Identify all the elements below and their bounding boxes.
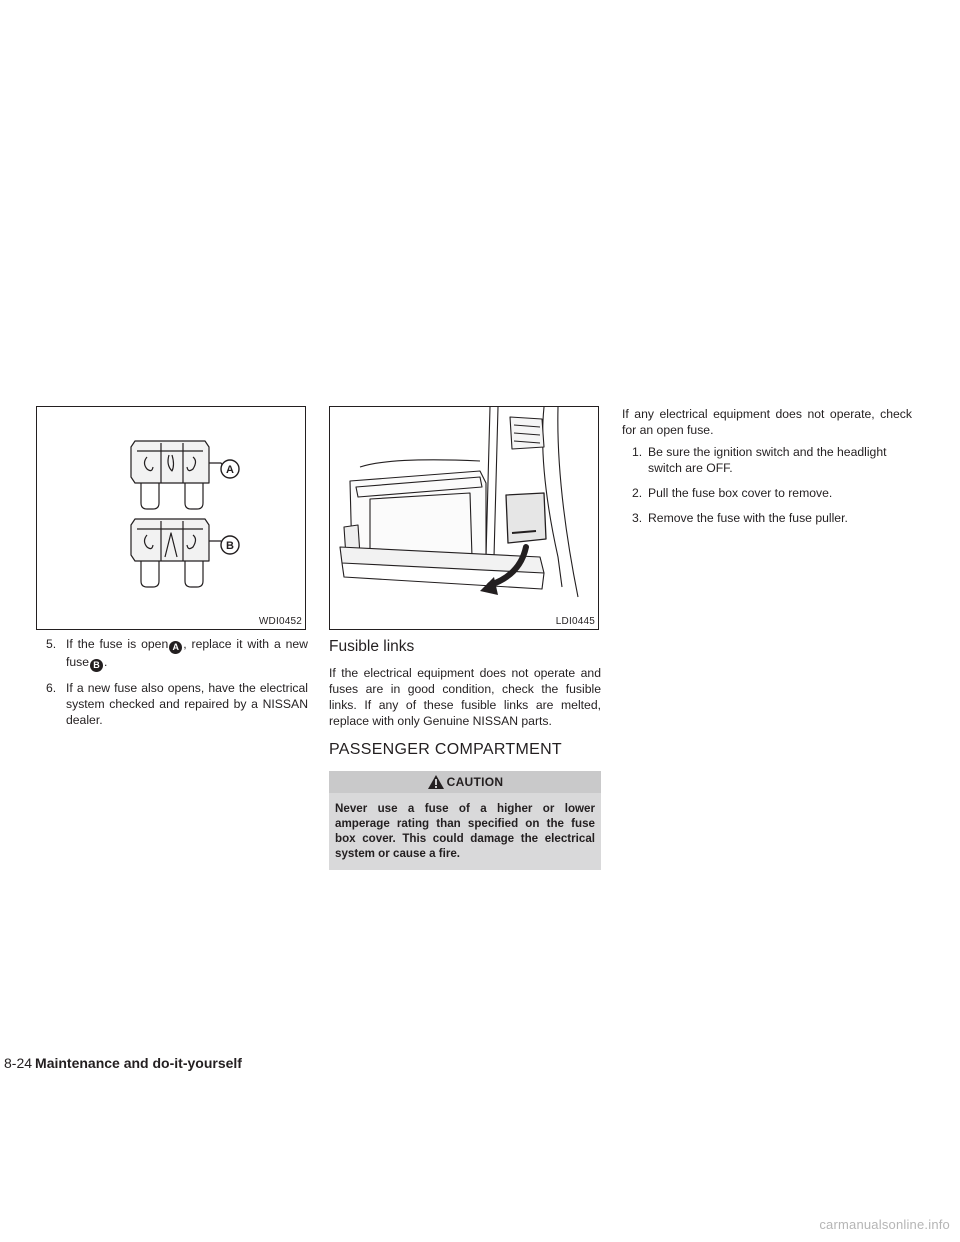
page-footer bbox=[4, 1055, 242, 1071]
step-number: 3. bbox=[632, 511, 643, 525]
list-item bbox=[36, 680, 308, 728]
step-text: Be sure the ignition switch and the headlight switch are OFF. bbox=[648, 445, 887, 475]
fuse-steps bbox=[36, 636, 308, 728]
fusible-links-title: Fusible links bbox=[329, 638, 415, 655]
open-fuse-intro: If any electrical equipment does not operate, check for an open fuse. bbox=[622, 407, 912, 437]
caution-box bbox=[329, 771, 601, 870]
check-fuse-steps bbox=[622, 444, 912, 526]
step-text: If a new fuse also opens, have the electrical system checked and repaired by a NISSAN dealer. bbox=[66, 681, 308, 727]
fusible-links-text: If the electrical equipment does not operate and fuses are in good condition, check the fusible links. If any of these fusible links are melted, replace with only Genuine NISSAN parts. bbox=[329, 666, 601, 728]
figure-code: WDI0452 bbox=[258, 616, 302, 627]
list-item bbox=[622, 444, 912, 476]
list-item bbox=[622, 510, 912, 526]
right-column bbox=[622, 406, 912, 535]
fuse-b-drawing bbox=[131, 519, 209, 587]
step-number: 6. bbox=[46, 681, 57, 695]
figure-code: LDI0445 bbox=[555, 616, 595, 627]
callout-a: A bbox=[226, 464, 234, 476]
watermark[interactable]: carmanualsonline.info bbox=[819, 1217, 950, 1232]
list-item: 5. If the fuse is open A , replace it with a new fuse B . bbox=[46, 637, 308, 670]
passenger-compartment-heading: PASSENGER COMPARTMENT bbox=[329, 741, 562, 758]
callout-b: B bbox=[226, 540, 234, 552]
glovebox-illustration bbox=[329, 406, 599, 630]
fuse-a-drawing bbox=[131, 441, 209, 509]
step-text: Remove the fuse with the fuse puller. bbox=[648, 511, 848, 525]
fuse-illustration bbox=[36, 406, 306, 630]
caution-text: Never use a fuse of a higher or lower amperage rating than specified on the fuse box cover. This could damage the electrical system or cause a fire. bbox=[335, 802, 595, 860]
glovebox-diagram bbox=[330, 407, 599, 630]
middle-column bbox=[329, 406, 601, 870]
callout-a-inline: A bbox=[169, 641, 182, 654]
step-text: Pull the fuse box cover to remove. bbox=[648, 486, 833, 500]
warning-icon bbox=[427, 774, 445, 790]
page-number: 8-24 bbox=[4, 1055, 33, 1071]
fuse-diagram bbox=[37, 407, 306, 630]
callout-b-inline: B bbox=[90, 659, 103, 672]
step-number: 1. bbox=[632, 445, 643, 459]
left-column bbox=[36, 406, 308, 736]
step-number: 5. bbox=[46, 637, 57, 651]
caution-header bbox=[329, 771, 601, 793]
section-name: Maintenance and do-it-yourself bbox=[35, 1055, 242, 1071]
step-number: 2. bbox=[632, 486, 643, 500]
list-item bbox=[622, 485, 912, 501]
caution-label: CAUTION bbox=[446, 775, 504, 789]
